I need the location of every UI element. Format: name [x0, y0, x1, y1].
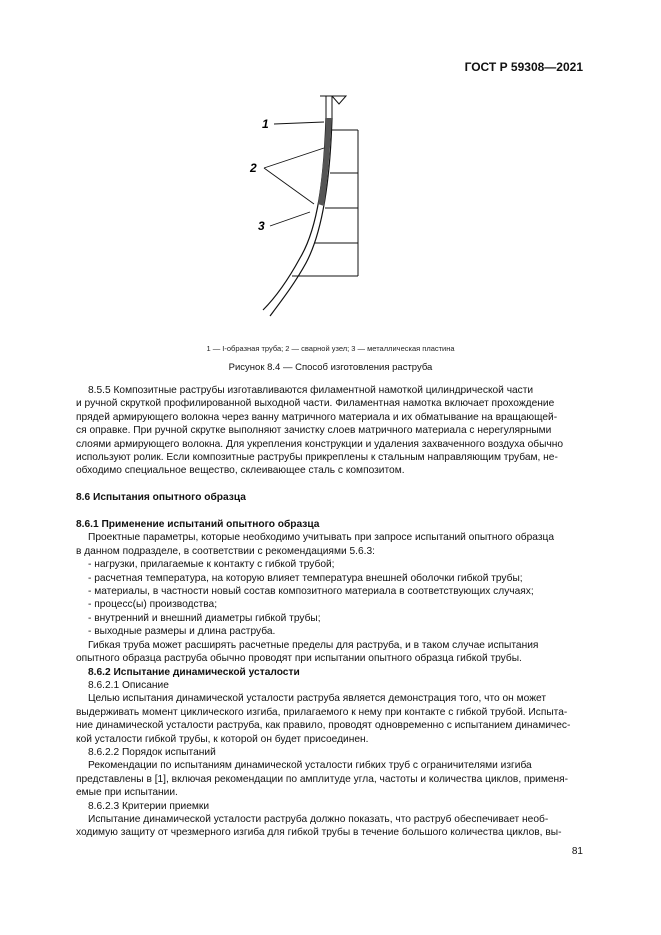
- page-number: 81: [571, 846, 583, 857]
- heading-8-6-2-1: 8.6.2.1 Описание: [88, 679, 169, 691]
- text-line: прядей армирующего волокна через ванну матричного материала и их обматывание на вращающей-: [76, 411, 558, 423]
- list-item: - выходные размеры и длина раструба.: [88, 626, 276, 638]
- callout-1: 1: [262, 117, 269, 131]
- heading-8-6-1: 8.6.1 Применение испытаний опытного образца: [76, 519, 320, 531]
- requirements-list: [76, 558, 584, 638]
- text-line: опытного образца раструба обычно проводят при испытании опытного образца гибкой трубы.: [76, 653, 522, 665]
- text-line: Рекомендации по испытаниям динамической усталости гибких труб с ограничителями изгиба: [88, 760, 532, 772]
- text-line: ние динамической усталости раструба, как правило, проводят одновременно с испытанием динамичес-: [76, 720, 571, 732]
- figure-legend: 1 — I-образная труба; 2 — сварной узел; 3 — металлическая пластина: [206, 344, 455, 353]
- text-line: емые при испытании.: [76, 787, 178, 799]
- text-line: кой усталости гибкой трубы, к которой он будет присоединен.: [76, 733, 369, 745]
- text-line: Испытание динамической усталости раструба должно показать, что раструб обеспечивает необ-: [88, 813, 549, 825]
- callout-3: 3: [258, 219, 265, 233]
- list-item: - материалы, в частности новый состав композитного материала в соответствующих случаях;: [88, 586, 534, 598]
- heading-8-6-2-3: 8.6.2.3 Критерии приемки: [88, 800, 210, 812]
- text-line: в данном подразделе, в соответствии с рекомендациями 5.6.3:: [76, 545, 375, 557]
- text-line: Гибкая труба может расширять расчетные пределы для раструба, и в таком случае испытания: [88, 639, 539, 651]
- text-line: представлены в [1], включая рекомендации по амплитуде угла, частоты и количества циклов, применя-: [76, 773, 569, 785]
- text-line: ходимую защиту от чрезмерного изгиба для гибкой трубы в течение большого количества циклов, вы-: [76, 827, 562, 839]
- text-line: ся оправке. При ручной скрутке выполняют зачистку слоев матричного материала с нерегулярными: [76, 425, 552, 437]
- text-line: 8.5.5 Композитные раструбы изготавливаются филаментной намоткой цилиндрической части: [88, 385, 534, 396]
- text-line: выдерживать момент циклического изгиба, прилагаемого к нему при контакте с гибкой трубой. Испыта-: [76, 706, 568, 718]
- list-item: - внутренний и внешний диаметры гибкой трубы;: [88, 612, 321, 624]
- paragraph-8-5-5: [76, 384, 584, 478]
- text-line: слоями армирующего волокна. Для укрепления конструкции и удаления захваченного воздуха обычно: [76, 438, 564, 450]
- list-item: - нагрузки, прилагаемые к контакту с гибкой трубой;: [88, 559, 335, 571]
- heading-8-6-2: 8.6.2 Испытание динамической усталости: [88, 666, 300, 678]
- list-item: - процесс(ы) производства;: [88, 599, 218, 611]
- standard-code: ГОСТ Р 59308—2021: [464, 60, 583, 74]
- heading-8-6: 8.6 Испытания опытного образца: [76, 492, 246, 504]
- text-line: Проектные параметры, которые необходимо учитывать при запросе испытаний опытного образца: [88, 532, 555, 544]
- figure-bend-stiffener: [240, 88, 370, 328]
- text-line: и ручной скруткой профилированной выходной части. Филаментная намотка включает прохождение: [76, 398, 555, 410]
- text-line: Целью испытания динамической усталости раструба является демонстрация того, что он может: [88, 693, 547, 705]
- list-item: - расчетная температура, на которую влияет температура внешней оболочки гибкой трубы;: [88, 572, 523, 584]
- document-body: [76, 384, 584, 840]
- heading-8-6-2-2: 8.6.2.2 Порядок испытаний: [88, 746, 216, 758]
- text-line: используют ролик. Если композитные раструбы прикреплены к стальным направляющим трубам, не-: [76, 452, 558, 464]
- figure-caption: Рисунок 8.4 — Способ изготовления раструба: [228, 362, 433, 373]
- callout-2: 2: [250, 161, 257, 175]
- text-line: обходимо специальное вещество, склеивающее сталь с композитом.: [76, 465, 405, 477]
